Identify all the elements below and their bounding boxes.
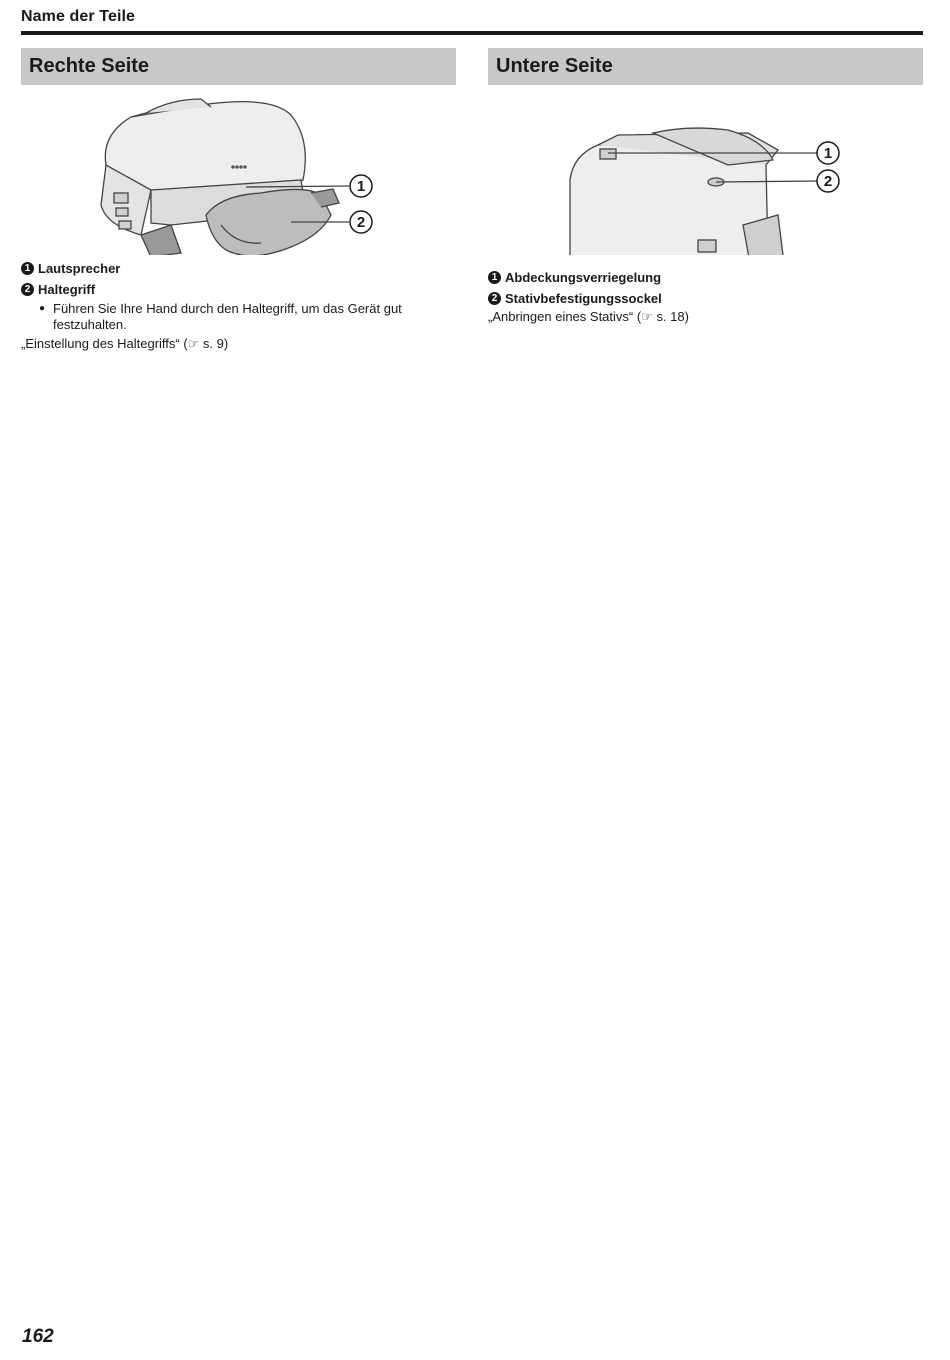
callout-1: 1 <box>823 145 833 162</box>
bullet-text: Führen Sie Ihre Hand durch den Haltegriff, um das Gerät gut festzuhalten. <box>53 301 402 332</box>
camcorder-bottom-illustration <box>488 85 923 255</box>
part-item-cover-lock <box>488 270 923 285</box>
page-reference-link[interactable]: „Einstellung des Haltegriffs“ (☞ s. 9) <box>21 336 229 351</box>
part-label: Haltegriff <box>38 282 96 297</box>
camera-right-side-figure <box>21 85 456 255</box>
section-heading-right-side: Rechte Seite <box>21 48 456 85</box>
camera-bottom-side-figure <box>488 85 923 255</box>
part-item-tripod-mount <box>488 291 923 306</box>
part-label: Stativbefestigungssockel <box>505 291 662 306</box>
number-badge: 2 <box>488 292 501 305</box>
section-heading-bottom-side: Untere Seite <box>488 48 923 85</box>
number-badge: 1 <box>488 271 501 284</box>
part-label: Abdeckungsverriegelung <box>505 270 662 285</box>
camcorder-right-illustration <box>21 85 456 255</box>
page-title: Name der Teile <box>21 8 136 25</box>
page-reference-link[interactable]: „Anbringen eines Stativs“ (☞ s. 18) <box>488 309 689 324</box>
callout-2: 2 <box>823 173 833 190</box>
page-number: 162 <box>22 1326 54 1347</box>
bullet-icon: ● <box>39 303 46 314</box>
callout-2: 2 <box>356 214 366 231</box>
callout-1: 1 <box>356 178 366 195</box>
number-badge: 1 <box>21 262 34 275</box>
part-item-grip-belt <box>21 282 456 297</box>
section-right-side <box>21 48 456 352</box>
section-bottom-side <box>488 48 923 325</box>
part-label: Lautsprecher <box>38 261 121 276</box>
part-item-speaker <box>21 261 456 276</box>
number-badge: 2 <box>21 283 34 296</box>
bullet-note <box>21 301 456 333</box>
header-rule <box>21 31 923 35</box>
